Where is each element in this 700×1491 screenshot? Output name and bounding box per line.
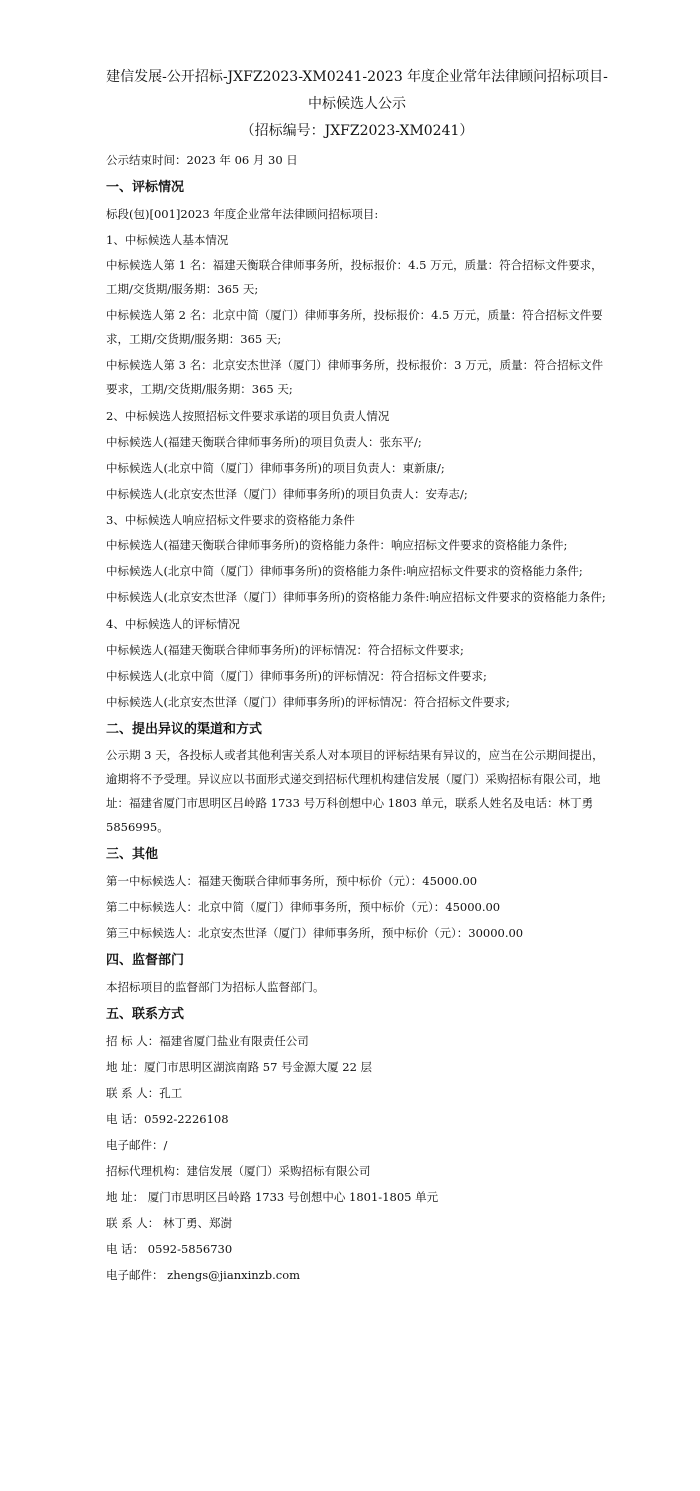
agency-contact: 联 系 人： 林丁勇、郑澍 — [106, 1216, 232, 1230]
agency-phone: 电 话： 0592-5856730 — [106, 1242, 233, 1256]
document-title-line-2: 中标候选人公示 — [308, 96, 406, 112]
document-title-line-1: 建信发展-公开招标-JXFZ2023-XM0241-2023 年度企业常年法律顾问招标项目- — [106, 69, 608, 85]
project-lead-3: 中标候选人(北京安杰世泽（厦门）律师事务所)的项目负责人：安寿志/; — [106, 487, 468, 501]
tender-number: （招标编号：JXFZ2023-XM0241） — [240, 123, 474, 139]
project-lead-2: 中标候选人(北京中简（厦门）律师事务所)的项目负责人：東新康/; — [106, 461, 445, 475]
subsection-2-heading: 2、中标候选人按照招标文件要求承诺的项目负责人情况 — [106, 409, 390, 423]
candidate-basic-info-2: 中标候选人第 2 名：北京中简（厦门）律师事务所，投标报价：4.5 万元，质量：符合招标文件要求，工期/交货期/服务期：365 天; — [106, 308, 603, 346]
candidate-basic-info-3: 中标候选人第 3 名：北京安杰世泽（厦门）律师事务所，投标报价：3 万元，质量：符合招标文件要求，工期/交货期/服务期：365 天; — [106, 358, 604, 396]
tenderer-contact: 联 系 人：孔工 — [106, 1086, 183, 1100]
tenderer-address: 地 址：厦门市思明区湖滨南路 57 号金源大厦 22 层 — [106, 1060, 373, 1074]
prebid-price-3: 第三中标候选人：北京安杰世泽（厦门）律师事务所，预中标价（元）：30000.00 — [106, 926, 524, 940]
section-5-heading: 五、联系方式 — [106, 1007, 185, 1022]
lot-description: 标段(包)[001]2023 年度企业常年法律顾问招标项目: — [106, 207, 379, 221]
section-1-heading: 一、评标情况 — [106, 180, 185, 195]
supervision-department: 本招标项目的监督部门为招标人监督部门。 — [106, 980, 325, 994]
qualification-3: 中标候选人(北京安杰世泽（厦门）律师事务所)的资格能力条件:响应招标文件要求的资格能力条件; — [106, 590, 606, 604]
agency-name: 招标代理机构：建信发展（厦门）采购招标有限公司 — [106, 1164, 371, 1178]
objection-procedure: 公示期 3 天，各投标人或者其他利害关系人对本项目的评标结果有异议的，应当在公示期间提出，逾期将不予受理。异议应以书面形式递交到招标代理机构建信发展（厦门）采购招标有限公司，地址：福建省厦门市思明区吕岭路 1733 号万科创想中心 1803 单元，联系人姓名及电话：林丁勇 5856995。 — [106, 748, 604, 834]
section-3-heading: 三、其他 — [106, 847, 159, 862]
tenderer-phone: 电 话：0592-2226108 — [106, 1112, 229, 1126]
subsection-3-heading: 3、中标候选人响应招标文件要求的资格能力条件 — [106, 513, 355, 527]
evaluation-1: 中标候选人(福建天衡联合律师事务所)的评标情况：符合招标文件要求; — [106, 643, 464, 657]
qualification-2: 中标候选人(北京中简（厦门）律师事务所)的资格能力条件:响应招标文件要求的资格能力条件; — [106, 564, 583, 578]
subsection-4-heading: 4、中标候选人的评标情况 — [106, 617, 240, 631]
project-lead-1: 中标候选人(福建天衡联合律师事务所)的项目负责人：张东平/; — [106, 435, 422, 449]
tenderer-email: 电子邮件：/ — [106, 1138, 168, 1152]
agency-address: 地 址： 厦门市思明区吕岭路 1733 号创想中心 1801-1805 单元 — [106, 1190, 439, 1204]
prebid-price-1: 第一中标候选人：福建天衡联合律师事务所，预中标价（元）：45000.00 — [106, 874, 478, 888]
subsection-1-heading: 1、中标候选人基本情况 — [106, 233, 229, 247]
section-4-heading: 四、监督部门 — [106, 953, 185, 968]
qualification-1: 中标候选人(福建天衡联合律师事务所)的资格能力条件：响应招标文件要求的资格能力条件; — [106, 538, 568, 552]
candidate-basic-info-1: 中标候选人第 1 名：福建天衡联合律师事务所，投标报价：4.5 万元，质量：符合招标文件要求，工期/交货期/服务期：365 天; — [106, 258, 603, 296]
section-2-heading: 二、提出异议的渠道和方式 — [106, 722, 263, 737]
tenderer-name: 招 标 人：福建省厦门盐业有限责任公司 — [106, 1034, 309, 1048]
evaluation-2: 中标候选人(北京中简（厦门）律师事务所)的评标情况：符合招标文件要求; — [106, 669, 487, 683]
prebid-price-2: 第二中标候选人：北京中简（厦门）律师事务所，预中标价（元）：45000.00 — [106, 900, 501, 914]
agency-email: 电子邮件： zhengs@jianxinzb.com — [106, 1268, 301, 1282]
evaluation-3: 中标候选人(北京安杰世泽（厦门）律师事务所)的评标情况：符合招标文件要求; — [106, 695, 510, 709]
announcement-end-date: 公示结束时间：2023 年 06 月 30 日 — [106, 153, 298, 167]
